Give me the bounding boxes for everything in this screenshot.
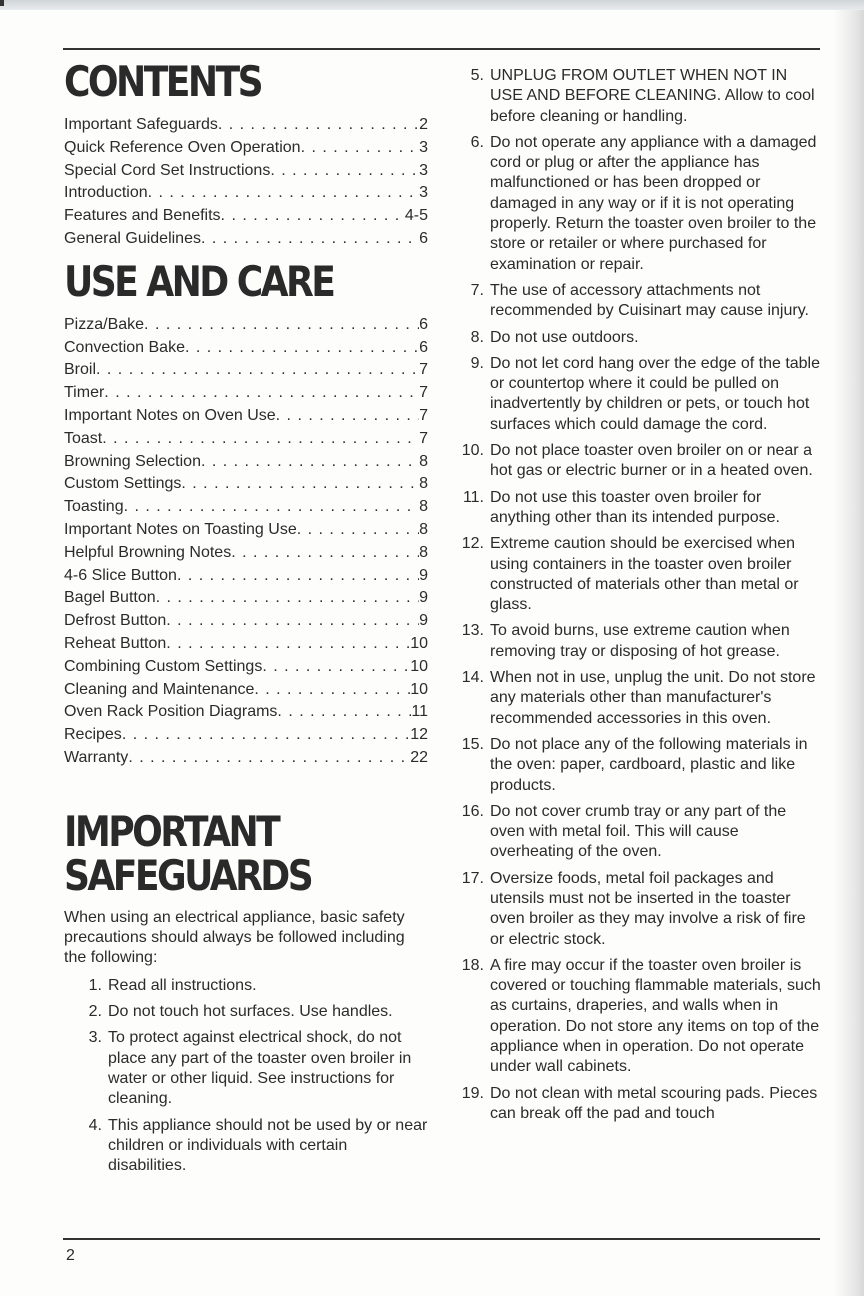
toc-title: Custom Settings [64, 475, 182, 493]
toc-page: 10 [410, 680, 428, 698]
right-column [460, 66, 824, 1130]
safeguard-text: Do not use outdoors. [490, 328, 639, 346]
page-edge-shadow [834, 10, 864, 1296]
toc-entry [64, 205, 428, 228]
safeguard-number: 3. [88, 1029, 102, 1047]
toc-page: 6 [419, 229, 428, 247]
toc-leader [104, 382, 419, 405]
safeguard-number: 19. [461, 1084, 484, 1102]
safeguard-text: The use of accessory attachments not recommended by Cuisinart may cause injury. [490, 281, 809, 320]
toc-entry [64, 451, 428, 474]
toc-title: Important Safeguards [64, 116, 218, 133]
safeguard-item [460, 281, 824, 322]
safeguard-item [460, 735, 824, 796]
toc-leader [297, 519, 419, 542]
toc-title: Important Notes on Toasting Use [64, 520, 297, 538]
toc-title: Defrost Button [64, 612, 167, 630]
toc-entry [64, 519, 428, 542]
bottom-rule [63, 1238, 820, 1240]
toc-leader [96, 359, 419, 382]
toc-title: Bagel Button [64, 589, 156, 607]
safeguard-text: When not in use, unplug the unit. Do not store any materials other than manufacturer's recommended accessories in this oven. [490, 669, 816, 727]
safeguard-text: Do not place any of the following materials in the oven: paper, cardboard, plastic and like products. [490, 735, 808, 794]
safeguards-heading-line2: SAFEGUARDS [64, 850, 312, 900]
safeguards-list-left [78, 976, 428, 1177]
safeguard-item [460, 133, 824, 275]
safeguard-item [78, 1002, 428, 1022]
safeguard-number: 15. [461, 735, 484, 753]
toc-page: 2 [419, 116, 428, 133]
safeguard-item [460, 441, 824, 482]
toc-entry [64, 679, 428, 702]
toc-title: Reheat Button [64, 634, 167, 652]
toc-page: 8 [419, 475, 428, 493]
toc-title: Toasting [64, 498, 124, 516]
toc-entry [64, 633, 428, 656]
toc-page: 12 [410, 726, 428, 744]
safeguard-item [460, 488, 824, 529]
safeguard-number: 2. [88, 1003, 102, 1021]
toc-title: Toast [64, 429, 103, 447]
toc-title: Features and Benefits [64, 207, 221, 225]
safeguard-number: 16. [461, 802, 484, 820]
toc-leader [102, 428, 419, 451]
toc-entry [64, 137, 428, 160]
toc-page: 6 [419, 315, 428, 333]
toc-title: Browning Selection [64, 452, 201, 470]
toc-page: 3 [419, 184, 428, 202]
toc-page: 6 [419, 338, 428, 356]
toc-entry [64, 160, 428, 183]
safeguard-text: Extreme caution should be exercised when using containers in the toaster oven broiler constructed of materials other than metal or glass. [490, 535, 799, 614]
toc-title: Special Cord Set Instructions [64, 161, 271, 179]
toc-entry [64, 565, 428, 588]
toc-title: Quick Reference Oven Operation [64, 138, 301, 156]
page-number: 2 [66, 1247, 75, 1264]
toc-leader [166, 610, 419, 633]
safeguard-text: To avoid burns, use extreme caution when removing tray or disposing of hot grease. [490, 622, 790, 660]
scan-mark [0, 0, 4, 6]
safeguard-item [460, 956, 824, 1078]
toc-leader [277, 701, 411, 724]
safeguard-number: 8. [470, 328, 484, 346]
safeguard-text: UNPLUG FROM OUTLET WHEN NOT IN USE AND BEFORE CLEANING. Allow to cool before cleaning or handling. [490, 67, 815, 125]
toc-entry [64, 747, 428, 770]
safeguard-number: 4. [88, 1116, 102, 1134]
toc-title: 4-6 Slice Button [64, 566, 177, 584]
toc-entry [64, 405, 428, 428]
safeguard-number: 10. [461, 442, 484, 460]
toc-leader [128, 747, 410, 770]
toc-page: 7 [419, 406, 428, 424]
toc-page: 10 [410, 657, 428, 675]
safeguard-text: Do not operate any appliance with a damaged cord or plug or after the appliance has malfunctioned or has been dropped or damaged in any way or if it is not operating properly. Return the toaster oven broiler to the store or retailer or where purchased for examination or repair. [490, 133, 817, 273]
toc-entry [64, 496, 428, 519]
toc-leader [181, 473, 419, 496]
toc-title: Warranty [64, 748, 129, 766]
toc-leader [166, 633, 410, 656]
toc-page: 7 [419, 361, 428, 379]
toc-leader [124, 496, 420, 519]
safeguard-text: Do not let cord hang over the edge of the table or countertop where it could be pulled on inadvertently by children or pets, or touch hot surfaces which could damage the cord. [490, 354, 821, 433]
toc-leader [148, 182, 419, 205]
toc-entry [64, 724, 428, 747]
scan-edge [0, 0, 864, 10]
toc-title: Oven Rack Position Diagrams [64, 703, 278, 721]
safeguard-text: To protect against electrical shock, do not place any part of the toaster oven broiler in water or other liquid. See instructions for cleaning. [108, 1029, 412, 1108]
toc-entry [64, 473, 428, 496]
safeguards-list-right [460, 66, 824, 1124]
toc-page: 10 [410, 634, 428, 652]
safeguard-item [460, 328, 824, 348]
toc-title: Important Notes on Oven Use [64, 406, 276, 424]
safeguard-number: 17. [461, 869, 484, 887]
toc-entry [64, 428, 428, 451]
toc-title: Timer [64, 384, 105, 402]
left-column [64, 57, 428, 1182]
safeguard-text: Do not cover crumb tray or any part of the oven with metal foil. This will cause overheating of the oven. [490, 802, 787, 861]
contents-list [64, 114, 428, 251]
toc-page: 3 [419, 161, 428, 179]
toc-entry [64, 314, 428, 337]
toc-leader [270, 160, 419, 183]
toc-page: 9 [419, 612, 428, 630]
toc-title: Combining Custom Settings [64, 657, 263, 675]
toc-entry [64, 542, 428, 565]
safeguard-number: 1. [88, 976, 102, 994]
toc-leader [231, 542, 419, 565]
safeguard-number: 11. [462, 488, 484, 506]
safeguard-item [78, 1028, 428, 1109]
contents-heading: CONTENTS [64, 57, 262, 106]
toc-page: 11 [411, 703, 428, 721]
safeguard-text: Oversize foods, metal foil packages and utensils must not be inserted in the toaster oven broiler as they may involve a risk of fire or electric stock. [490, 869, 806, 948]
toc-leader [254, 679, 410, 702]
toc-page: 4-5 [404, 207, 428, 225]
toc-page: 8 [419, 543, 428, 561]
toc-page: 8 [419, 498, 428, 516]
safeguards-heading-line1: IMPORTANT [64, 806, 279, 856]
toc-entry [64, 182, 428, 205]
safeguard-text: Read all instructions. [108, 976, 257, 994]
safeguard-item [460, 869, 824, 950]
safeguard-item [460, 354, 824, 435]
toc-entry [64, 587, 428, 610]
safeguard-item [460, 802, 824, 863]
toc-entry [64, 114, 428, 137]
toc-page: 9 [419, 589, 428, 607]
toc-leader [218, 114, 419, 137]
toc-entry [64, 382, 428, 405]
toc-title: Helpful Browning Notes [64, 543, 232, 561]
toc-page: 7 [419, 429, 428, 447]
toc-entry [64, 656, 428, 679]
safeguard-text: This appliance should not be used by or near children or individuals with certain disabilities. [108, 1116, 428, 1175]
toc-leader [201, 451, 419, 474]
toc-leader [122, 724, 410, 747]
safeguard-number: 5. [470, 67, 484, 84]
toc-title: Convection Bake [64, 338, 185, 356]
safeguard-text: Do not touch hot surfaces. Use handles. [108, 1003, 393, 1021]
toc-page: 7 [419, 384, 428, 402]
toc-leader [185, 337, 419, 360]
toc-entry [64, 337, 428, 360]
use-and-care-heading: USE AND CARE [64, 256, 334, 306]
safeguard-item [460, 621, 824, 662]
toc-page: 9 [419, 566, 428, 584]
toc-entry [64, 228, 428, 251]
use-and-care-list [64, 314, 428, 770]
toc-title: General Guidelines [64, 229, 201, 247]
toc-leader [144, 314, 419, 337]
toc-leader [276, 405, 419, 428]
safeguard-number: 13. [461, 622, 484, 640]
safeguard-number: 9. [470, 354, 484, 372]
safeguard-text: Do not use this toaster oven broiler for anything other than its intended purpose. [490, 488, 780, 526]
safeguard-number: 12. [461, 535, 484, 553]
toc-leader [221, 205, 405, 228]
safeguard-item [78, 976, 428, 996]
toc-entry [64, 359, 428, 382]
safeguard-item [460, 66, 824, 127]
toc-page: 8 [419, 452, 428, 470]
safeguard-number: 14. [461, 669, 484, 687]
toc-page: 8 [419, 520, 428, 538]
toc-leader [262, 656, 410, 679]
safeguard-number: 18. [461, 956, 484, 974]
toc-title: Pizza/Bake [64, 315, 145, 333]
safeguard-text: Do not place toaster oven broiler on or near a hot gas or electric burner or in a heated oven. [490, 442, 813, 480]
toc-leader [156, 587, 419, 610]
toc-leader [301, 137, 420, 160]
toc-page: 3 [419, 138, 428, 156]
toc-title: Cleaning and Maintenance [64, 680, 255, 698]
safeguard-number: 7. [470, 281, 484, 299]
toc-title: Recipes [64, 726, 122, 744]
top-rule [63, 48, 820, 50]
safeguard-text: A fire may occur if the toaster oven broiler is covered or touching flammable materials, such as curtains, draperies, and walls when in operation. Do not store any items on top of the appliance when in operation. Do not operate under wall cabinets. [490, 956, 821, 1076]
toc-leader [201, 228, 419, 251]
safeguard-item [460, 534, 824, 615]
safeguard-item [460, 668, 824, 729]
toc-title: Broil [64, 361, 97, 379]
toc-title: Introduction [64, 184, 148, 202]
safeguard-item [460, 1084, 824, 1125]
toc-entry [64, 701, 428, 724]
toc-leader [177, 565, 419, 588]
toc-page: 22 [410, 748, 428, 766]
toc-entry [64, 610, 428, 633]
safeguard-text: Do not clean with metal scouring pads. Pieces can break off the pad and touch [490, 1084, 818, 1122]
safeguard-number: 6. [470, 133, 484, 151]
safeguards-intro: When using an electrical appliance, basic safety precautions should always be followed including the following: [64, 908, 405, 966]
safeguard-item [78, 1116, 428, 1177]
